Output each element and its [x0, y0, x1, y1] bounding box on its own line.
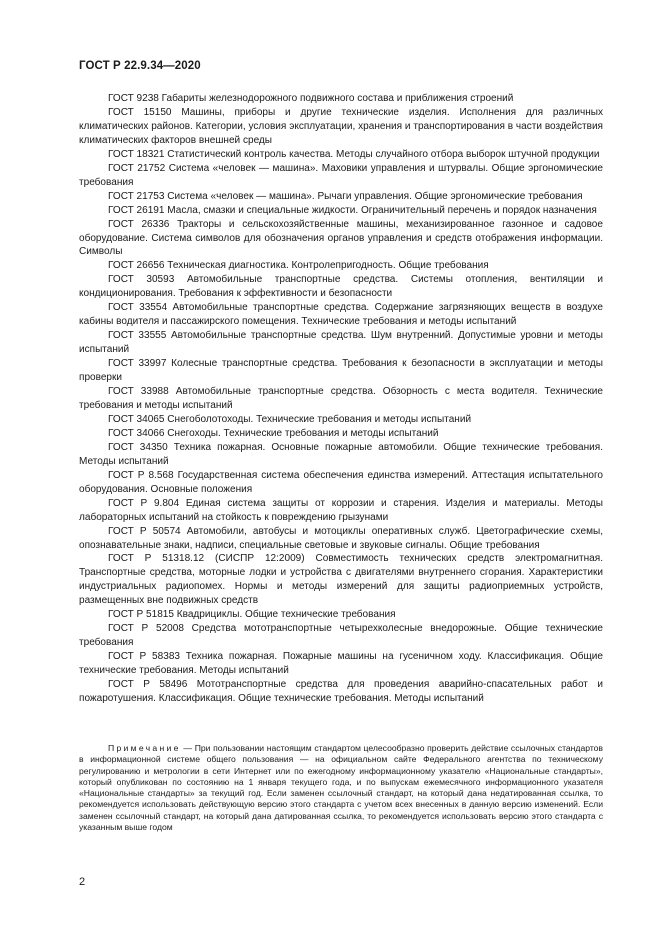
reference-item: ГОСТ 34066 Снегоходы. Технические требования и методы испытаний — [108, 427, 439, 439]
reference-item: ГОСТ Р 50574 Автомобили, автобусы и мотоциклы оперативных служб. Цветографические схемы, опознавательные знаки, надписи, специальные световые и звуковые сигналы. Общие требования — [79, 525, 603, 551]
reference-item: ГОСТ 30593 Автомобильные транспортные средства. Системы отопления, вентиляции и кондиционирования. Требования к эффективности и безопасности — [79, 274, 603, 300]
normative-references-list — [79, 92, 603, 706]
note-label: Примечание — [108, 743, 181, 753]
reference-item: ГОСТ 34065 Снегоболотоходы. Технические требования и методы испытаний — [108, 413, 472, 425]
reference-item: ГОСТ 34350 Техника пожарная. Основные пожарные автомобили. Общие технические требования. Методы испытаний — [79, 441, 603, 467]
reference-item: ГОСТ 21752 Система «человек — машина». Маховики управления и штурвалы. Общие эргономические требования — [79, 162, 603, 188]
reference-item: ГОСТ Р 58383 Техника пожарная. Пожарные машины на гусеничном ходу. Классификация. Общие технические требования. Методы испытаний — [79, 651, 603, 677]
reference-item: ГОСТ Р 51318.12 (СИСПР 12:2009) Совместимость технических средств электромагнитная. Транспортные средства, моторные лодки и устройства с двигателями внутреннего сгорания. Характеристики индустриальных радиопомех. Нормы и методы измерений для защиты радиоприемных устройств, размещенных вне подвижных средств — [79, 553, 603, 607]
reference-item: ГОСТ 26191 Масла, смазки и специальные жидкости. Ограничительный перечень и порядок назначения — [108, 204, 597, 216]
reference-item: ГОСТ Р 58496 Мототранспортные средства для проведения аварийно-спасательных работ и пожаротушения. Классификация. Общие технические требования. Методы испытаний — [79, 679, 603, 704]
reference-item: ГОСТ 33988 Автомобильные транспортные средства. Обзорность с места водителя. Технические требования и методы испытаний — [79, 386, 603, 411]
reference-item: ГОСТ 21753 Система «человек — машина». Рычаги управления. Общие эргономические требования — [108, 190, 583, 202]
reference-item: ГОСТ 26656 Техническая диагностика. Контролепригодность. Общие требования — [108, 260, 489, 272]
reference-item: ГОСТ 33997 Колесные транспортные средства. Требования к безопасности в эксплуатации и методы проверки — [79, 358, 603, 384]
page-number: 2 — [79, 876, 86, 888]
reference-item: ГОСТ 26336 Тракторы и сельскохозяйственные машины, механизированное газонное и садовое оборудование. Система символов для обозначения органов управления и средств отображения информации. Символы — [79, 218, 603, 258]
reference-item: ГОСТ 18321 Статистический контроль качества. Методы случайного отбора выборок штучной продукции — [108, 148, 600, 160]
note-paragraph — [79, 743, 603, 833]
reference-item: ГОСТ 33555 Автомобильные транспортные средства. Шум внутренний. Допустимые уровни и методы испытаний — [79, 330, 603, 356]
document-header: ГОСТ Р 22.9.34—2020 — [79, 60, 201, 72]
reference-item: ГОСТ Р 51815 Квадрициклы. Общие технические требования — [108, 609, 396, 621]
note-dash: — — [180, 743, 195, 753]
reference-item: ГОСТ Р 52008 Средства мототранспортные четырехколесные внедорожные. Общие технические требования — [79, 623, 603, 649]
reference-item: ГОСТ 9238 Габариты железнодорожного подвижного состава и приближения строений — [108, 93, 514, 104]
reference-item: ГОСТ 15150 Машины, приборы и другие технические изделия. Исполнения для различных климатических районов. Категории, условия эксплуатации, хранения и транспортирования в части воздействия климатических факторов внешней среды — [79, 106, 603, 146]
note-text: При пользовании настоящим стандартом целесообразно проверить действие ссылочных стандартов в информационной системе общего пользования — на официальном сайте Федерального агентства по техническому регулированию и метрологии в сети Интернет или по ежегодному информационному указателю «Национальные стандарты», который опубликован по состоянию на 1 января текущего года, и по выпускам ежемесячного информационного указателя «Национальные стандарты» за текущий год. Если заменен ссылочный стандарт, на который дана недатированная ссылка, то рекомендуется использовать действующую версию этого стандарта с учетом всех внесенных в данную версию изменений. Если заменен ссылочный стандарт, на который дана датированная ссылка, то рекомендуется использовать версию этого стандарта с указанным выше годом — [79, 743, 604, 833]
reference-item: ГОСТ Р 9.804 Единая система защиты от коррозии и старения. Изделия и материалы. Методы лабораторных испытаний на стойкость к повреждению грызунами — [79, 497, 603, 523]
reference-item: ГОСТ Р 8.568 Государственная система обеспечения единства измерений. Аттестация испытательного оборудования. Основные положения — [79, 469, 603, 495]
reference-item: ГОСТ 33554 Автомобильные транспортные средства. Содержание загрязняющих веществ в воздухе кабины водителя и пассажирского помещения. Технические требования и методы испытаний — [79, 302, 603, 328]
